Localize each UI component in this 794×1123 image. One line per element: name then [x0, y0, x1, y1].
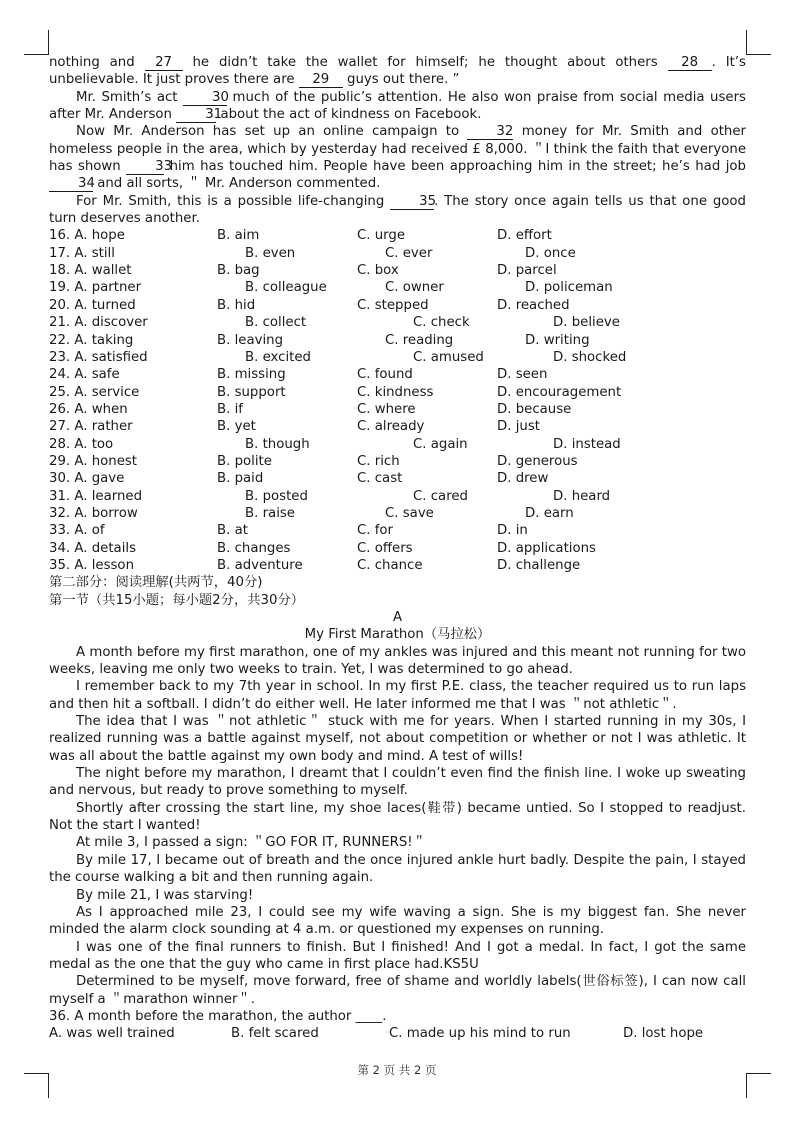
passage-title: My First Marathon（马拉松）: [304, 627, 491, 643]
option-cell: [49, 297, 217, 314]
option-a: A. learned: [74, 488, 143, 504]
option-a: A. rather: [74, 419, 133, 435]
story-paragraph: Determined to be myself, move forward, free of shame and worldly labels(世俗标签), I can now call myself a ＂marathon winner＂.: [49, 974, 746, 1007]
option-d: D. shocked: [553, 349, 627, 365]
option-a: A. lesson: [74, 557, 134, 573]
option-c: C. where: [357, 401, 416, 417]
option-b: B. though: [245, 436, 310, 452]
option-c: C. offers: [357, 540, 413, 556]
option-b: B. excited: [245, 349, 311, 365]
option-a: A. taking: [74, 332, 134, 348]
page-footer: 第 2 页 共 2 页: [357, 1063, 437, 1077]
blank-32: 32: [467, 125, 513, 140]
option-b: B. polite: [217, 453, 272, 469]
option-row: [49, 488, 746, 505]
option-row: [49, 436, 746, 453]
option-a: A. honest: [74, 453, 138, 469]
option-cell: [49, 505, 245, 522]
option-a: A. satisfied: [74, 349, 148, 365]
blank-33: 33: [126, 160, 164, 175]
option-b: B. raise: [245, 505, 295, 521]
option-a: A. partner: [74, 280, 142, 296]
option-row: [49, 401, 746, 418]
text: about the act of kindness on Facebook.: [220, 107, 482, 123]
option-row: [49, 522, 746, 539]
option-cell: [49, 349, 217, 366]
option-b: B. hid: [217, 297, 256, 313]
option-b: B. changes: [217, 540, 291, 556]
option-row: [49, 314, 746, 331]
text: much of the public’s attention. He also won praise from social media users after Mr. Anderson: [49, 89, 746, 123]
option-b: B. leaving: [217, 332, 284, 348]
section-heading-sec1: 第一节（共15小题；每小题2分，共30分）: [49, 592, 305, 608]
cloze-paragraph-3: [49, 123, 746, 192]
option-a: A. of: [74, 523, 105, 539]
option-cell: [49, 470, 217, 487]
option-d: D. parcel: [497, 263, 557, 279]
blank-29: 29: [299, 73, 343, 88]
option-cell: [49, 262, 217, 279]
option-cell: 25.: [49, 384, 71, 400]
option-cell: 30.: [49, 471, 71, 487]
option-c: C. stepped: [357, 297, 429, 313]
option-a: A. borrow: [74, 505, 138, 521]
option-cell: [49, 418, 217, 435]
option-b: B. yet: [217, 419, 256, 435]
option-d: D. challenge: [497, 557, 581, 573]
option-d: D. writing: [525, 332, 590, 348]
text: For Mr. Smith, this is a possible life-changing: [76, 193, 385, 209]
option-d: D. effort: [497, 228, 552, 244]
blank-30: 30: [183, 91, 227, 106]
option-cell: [49, 401, 217, 418]
option-c: C. ever: [385, 245, 433, 261]
option-d: D. drew: [497, 471, 549, 487]
option-c: C. rich: [357, 453, 400, 469]
cloze-paragraph-1: [49, 54, 746, 89]
option-row: [49, 297, 746, 314]
option-cell: [49, 540, 217, 557]
option-d: D. heard: [553, 488, 611, 504]
story-paragraph: The idea that I was ＂not athletic＂ stuck with me for years. When I started running in my 30s, I realized running was a battle against myself, not about competition or whether or not I was athletic. It was all about the battle against my own body and mind. A test of wills!: [49, 714, 746, 764]
option-c: C. chance: [357, 557, 423, 573]
story-paragraph: As I approached mile 23, I could see my wife waving a sign. She is my biggest fan. She never minded the alarm clock sounding at 4 a.m. or questioned my expenses on running.: [49, 904, 746, 938]
option-a: A. when: [74, 401, 128, 417]
option-b: B. paid: [217, 471, 264, 487]
option-d: D. just: [497, 419, 540, 435]
cloze-paragraph-2: [49, 89, 746, 124]
option-a: A. hope: [74, 228, 125, 244]
option-d: D. seen: [497, 367, 548, 383]
option-c: C. urge: [357, 228, 406, 244]
option-d: D. generous: [497, 453, 578, 469]
option-cell: 23.: [49, 349, 71, 365]
option-row: [49, 262, 746, 279]
option-cell: [49, 279, 245, 296]
text: money for Mr. Smith and other homeless people in the area, which by yesterday had received £ 8,000. ＂I think the faith that everyone has shown: [49, 124, 746, 175]
option-cell: [49, 366, 217, 383]
option-d: D. once: [525, 245, 576, 261]
option-d: D. in: [497, 523, 528, 539]
option-c: C. found: [357, 367, 413, 383]
option-c: C. reading: [385, 332, 454, 348]
option-b: B. support: [217, 384, 286, 400]
option-a: A. still: [74, 245, 115, 261]
blank-27: 27: [145, 56, 183, 71]
option-a: A. details: [74, 540, 137, 556]
option-c: C. already: [357, 419, 425, 435]
option-cell: 17.: [49, 245, 71, 261]
option-a: A. service: [74, 384, 140, 400]
option-c: C. amused: [413, 349, 484, 365]
option-a: A. was well trained: [49, 1026, 175, 1042]
option-cell: [49, 453, 217, 470]
option-cell: 20.: [49, 297, 71, 313]
option-cell: 22.: [49, 332, 71, 348]
passage-letter: A: [392, 610, 403, 625]
option-row: [49, 279, 746, 296]
option-c: C. for: [357, 523, 394, 539]
option-cell: [49, 436, 217, 453]
story-paragraph: A month before my first marathon, one of my ankles was injured and this meant not running for two weeks, leaving me only two weeks to train. Yet, I was determined to go ahead.: [49, 644, 746, 678]
option-row: [49, 227, 746, 244]
option-row: [49, 453, 746, 470]
option-a: A. turned: [74, 297, 136, 313]
option-cell: [49, 332, 217, 349]
option-b: B. collect: [245, 315, 307, 331]
text: nothing and: [49, 55, 135, 70]
option-row: [49, 505, 746, 522]
option-cell: 21.: [49, 315, 71, 331]
question-36-options: [49, 1025, 746, 1042]
option-a: A. gave: [74, 471, 125, 487]
option-c: C. cared: [413, 488, 468, 504]
options-list: [49, 227, 746, 574]
text: guys out there. ”: [347, 72, 460, 88]
story-paragraph: I remember back to my 7th year in school. In my first P.E. class, the teacher required us to run laps and then hit a softball. I didn’t do either well. He later informed me that I was ＂not athletic＂.: [49, 679, 746, 712]
option-d: D. earn: [525, 505, 574, 521]
option-cell: 28.: [49, 436, 71, 452]
option-cell: 31.: [49, 488, 71, 504]
option-c: C. save: [385, 505, 434, 521]
option-b: B. at: [217, 523, 248, 539]
option-a: A. wallet: [74, 263, 132, 279]
option-cell: [49, 245, 245, 262]
option-cell: 27.: [49, 419, 71, 435]
option-row: [49, 540, 746, 557]
story-paragraph: The night before my marathon, I dreamt that I couldn’t even find the finish line. I woke up sweating and nervous, but ready to prove something to myself.: [49, 766, 746, 799]
story-paragraph: By mile 21, I was starving!: [76, 887, 254, 903]
option-cell: 34.: [49, 540, 71, 556]
option-row: [49, 470, 746, 487]
crop-mark-top-left: [24, 30, 49, 55]
option-cell: 24.: [49, 367, 71, 383]
story-paragraph: I was one of the final runners to finish. But I finished! And I got a medal. In fact, I got the same medal as the one that the guy who came in first place had.KS5U: [49, 939, 746, 972]
option-c: C. box: [357, 263, 399, 279]
option-b: B. aim: [217, 228, 260, 244]
option-cell: 32.: [49, 505, 71, 521]
option-row: [49, 245, 746, 262]
text: . It’s unbelievable. It just proves there are: [49, 55, 746, 88]
story-paragraph: Shortly after crossing the start line, my shoe laces(鞋带) became untied. So I stopped to readjust. Not the start I wanted!: [49, 800, 746, 834]
option-b: B. posted: [245, 488, 308, 504]
option-a: A. too: [74, 436, 114, 452]
option-d: D. lost hope: [623, 1026, 704, 1042]
option-c: C. check: [413, 315, 470, 331]
option-row: [49, 384, 746, 401]
page-content: [49, 54, 746, 1043]
option-d: D. policeman: [525, 280, 613, 296]
blank-35: 35: [390, 195, 434, 210]
option-cell: [49, 227, 217, 244]
option-b: B. if: [217, 401, 243, 417]
option-cell: 35.: [49, 557, 71, 573]
option-b: B. adventure: [217, 557, 303, 573]
blank-28: 28: [668, 56, 712, 71]
option-b: B. bag: [217, 263, 260, 279]
text: and all sorts, ＂ Mr. Anderson commented.: [97, 176, 381, 192]
blank-34: 34: [49, 177, 93, 192]
option-cell: [49, 314, 217, 331]
option-cell: [49, 384, 217, 401]
option-b: B. missing: [217, 367, 286, 383]
question-36-stem: 36. A month before the marathon, the author ____.: [49, 1008, 387, 1024]
option-cell: 26.: [49, 401, 71, 417]
option-a: A. safe: [74, 367, 120, 383]
crop-mark-top-right: [746, 30, 771, 55]
option-d: D. applications: [497, 540, 596, 556]
option-cell: 18.: [49, 263, 71, 279]
option-row: [49, 349, 746, 366]
option-cell: 29.: [49, 453, 71, 469]
option-row: [49, 366, 746, 383]
option-c: C. made up his mind to run: [389, 1026, 571, 1042]
text: Now Mr. Anderson has set up an online campaign to: [76, 124, 460, 140]
option-cell: 33.: [49, 523, 71, 539]
text: he didn’t take the wallet for himself; he thought about others: [192, 55, 658, 70]
option-row: [49, 332, 746, 349]
option-d: D. reached: [497, 297, 570, 313]
option-d: D. encouragement: [497, 384, 622, 400]
option-cell: [49, 557, 217, 574]
option-c: C. again: [413, 436, 468, 452]
option-c: C. cast: [357, 471, 403, 487]
option-cell: 16.: [49, 228, 71, 244]
text: him has touched him. People have been approaching him in the street; he’s had job: [169, 159, 746, 175]
cloze-paragraph-4: [49, 193, 746, 228]
story-paragraph: At mile 3, I passed a sign: ＂GO FOR IT, RUNNERS!＂: [76, 835, 426, 851]
option-row: [49, 418, 746, 435]
option-cell: [49, 488, 217, 505]
option-d: D. believe: [553, 315, 620, 331]
section-heading-part2: 第二部分：阅读理解(共两节，40分): [49, 575, 263, 591]
option-b: B. felt scared: [231, 1026, 319, 1042]
text: . The story once again tells us that one good turn deserves another.: [49, 193, 746, 227]
option-b: B. even: [245, 245, 296, 261]
option-cell: 19.: [49, 280, 71, 296]
option-b: B. colleague: [245, 280, 327, 296]
option-c: C. kindness: [357, 384, 434, 400]
option-d: D. instead: [553, 436, 621, 452]
text: Mr. Smith’s act: [76, 89, 178, 105]
option-c: C. owner: [385, 280, 444, 296]
story-paragraph: By mile 17, I became out of breath and the once injured ankle hurt badly. Despite the pain, I stayed the course walking a bit and then running again.: [49, 852, 746, 886]
option-row: [49, 557, 746, 574]
blank-31: 31: [176, 108, 216, 123]
option-a: A. discover: [74, 315, 148, 331]
option-cell: [49, 522, 217, 539]
option-d: D. because: [497, 401, 572, 417]
